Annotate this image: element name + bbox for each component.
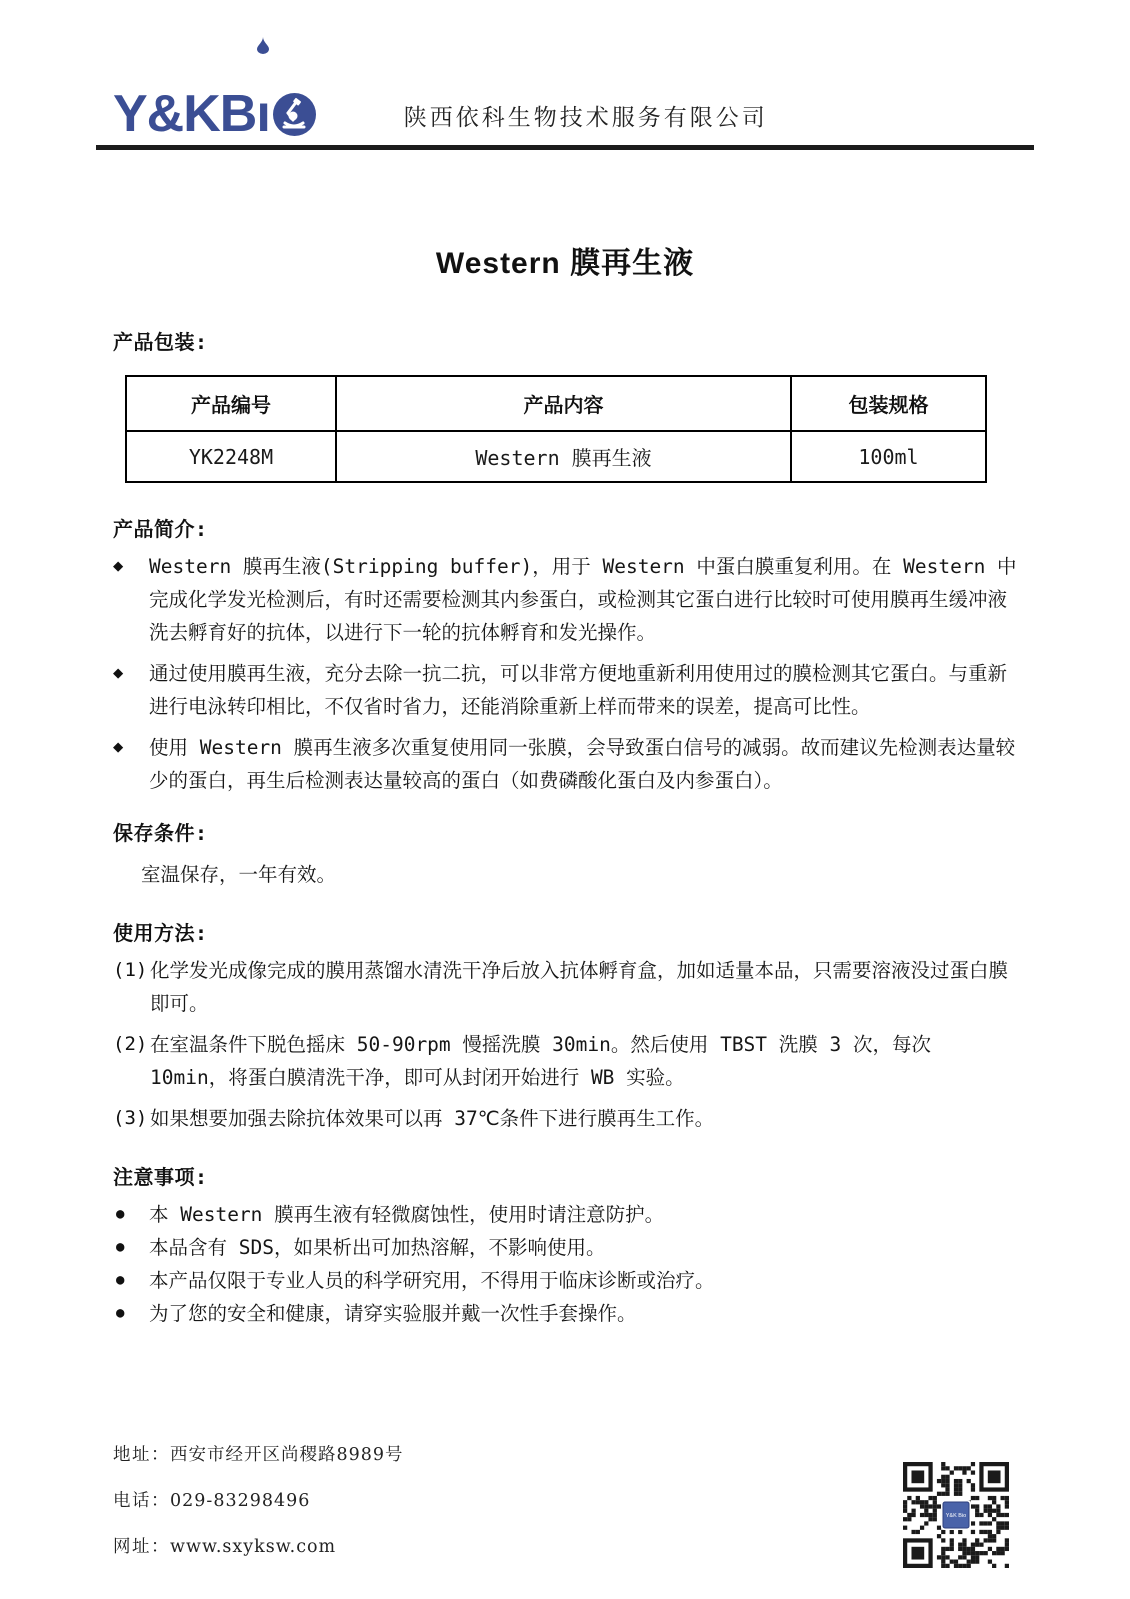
step-number: (2) xyxy=(113,1033,148,1055)
cell-product-code: YK2248M xyxy=(126,431,336,482)
company-name: 陕西依科生物技术服务有限公司 xyxy=(403,105,768,131)
page-header xyxy=(113,0,1017,150)
note-item-text: 本品含有 SDS，如果析出可加热溶解，不影响使用。 xyxy=(149,1236,606,1259)
web-value: www.sxyksw.com xyxy=(170,1537,337,1557)
note-item-text: 本 Western 膜再生液有轻微腐蚀性，使用时请注意防护。 xyxy=(149,1203,665,1226)
logo-wordmark: Y&KB xyxy=(113,85,257,144)
water-drop-icon xyxy=(257,37,269,54)
microscope-icon xyxy=(273,93,316,136)
footer-address-line xyxy=(113,1441,404,1466)
diamond-bullet-icon: ◆ xyxy=(113,663,124,683)
section-heading-packaging: 产品包装: xyxy=(113,330,208,354)
note-item-text: 为了您的安全和健康，请穿实验服并戴一次性手套操作。 xyxy=(149,1302,637,1325)
footer-phone-line xyxy=(113,1487,404,1512)
footer-web-line xyxy=(113,1533,404,1558)
diamond-bullet-icon: ◆ xyxy=(113,556,124,576)
list-item xyxy=(113,1102,1017,1135)
table-row xyxy=(126,431,986,482)
section-heading-notes: 注意事项: xyxy=(113,1165,208,1189)
step-number: (3) xyxy=(113,1107,148,1129)
intro-item-text: 通过使用膜再生液，充分去除一抗二抗，可以非常方便地重新利用使用过的膜检测其它蛋白。与重新进行电泳转印相比，不仅省时省力，还能消除重新上样而带来的误差，提高可比性。 xyxy=(149,662,1008,718)
address-value: 西安市经开区尚稷路8989号 xyxy=(170,1445,404,1465)
list-item xyxy=(113,731,1017,797)
cell-product-content: Western 膜再生液 xyxy=(336,431,791,482)
intro-item-text: Western 膜再生液(Stripping buffer)，用于 Western 中蛋白膜重复利用。在 Western 中完成化学发光检测后，有时还需要检测其内参蛋白，或检测其它蛋白进行比较时可使用膜再生缓冲液洗去孵育好的抗体，以进行下一轮的抗体孵育和发光操作。 xyxy=(149,555,1017,644)
intro-list xyxy=(113,550,1017,797)
list-item xyxy=(113,954,1017,1020)
company-logo xyxy=(113,85,316,144)
web-label: 网址： xyxy=(113,1537,170,1557)
qr-code xyxy=(903,1462,1009,1568)
col-header-product-code: 产品编号 xyxy=(126,376,336,431)
page-footer xyxy=(113,1441,404,1579)
intro-item-text: 使用 Western 膜再生液多次重复使用同一张膜，会导致蛋白信号的减弱。故而建议先检测表达量较少的蛋白，再生后检测表达量较高的蛋白（如费磷酸化蛋白及内参蛋白）。 xyxy=(149,736,1016,792)
list-item xyxy=(113,1231,1017,1264)
section-heading-storage: 保存条件: xyxy=(113,821,208,845)
table-header-row xyxy=(126,376,986,431)
step-number: (1) xyxy=(113,959,148,981)
logo-letter-i: ı xyxy=(256,85,270,144)
circle-bullet-icon: ● xyxy=(116,1206,125,1222)
cell-pack-spec: 100ml xyxy=(791,431,986,482)
address-label: 地址： xyxy=(113,1445,170,1465)
circle-bullet-icon: ● xyxy=(116,1239,125,1255)
page-title: Western 膜再生液 xyxy=(435,247,695,280)
circle-bullet-icon: ● xyxy=(116,1272,125,1288)
circle-bullet-icon: ● xyxy=(116,1305,125,1321)
list-item xyxy=(113,1264,1017,1297)
list-item xyxy=(113,550,1017,649)
usage-step-text: 化学发光成像完成的膜用蒸馏水清洗干净后放入抗体孵育盒，加如适量本品，只需要溶液没过蛋白膜即可。 xyxy=(150,959,1009,1015)
note-item-text: 本产品仅限于专业人员的科学研究用，不得用于临床诊断或治疗。 xyxy=(149,1269,715,1292)
col-header-product-content: 产品内容 xyxy=(336,376,791,431)
diamond-bullet-icon: ◆ xyxy=(113,737,124,757)
usage-step-text: 如果想要加强去除抗体效果可以再 37℃条件下进行膜再生工作。 xyxy=(150,1107,715,1130)
qr-center-label: Y&K Bio xyxy=(945,1513,967,1519)
phone-label: 电话： xyxy=(113,1491,170,1511)
list-item xyxy=(113,1198,1017,1231)
phone-value: 029-83298496 xyxy=(170,1491,311,1511)
storage-text: 室温保存，一年有效。 xyxy=(141,863,337,886)
list-item xyxy=(113,1028,1017,1094)
header-divider xyxy=(96,145,1034,150)
col-header-pack-spec: 包装规格 xyxy=(791,376,986,431)
list-item xyxy=(113,657,1017,723)
usage-step-text: 在室温条件下脱色摇床 50-90rpm 慢摇洗膜 30min。然后使用 TBST 洗膜 3 次，每次 10min，将蛋白膜清洗干净，即可从封闭开始进行 WB 实验。 xyxy=(150,1033,932,1089)
usage-list xyxy=(113,954,1017,1135)
packaging-table xyxy=(125,375,987,483)
list-item xyxy=(113,1297,1017,1330)
notes-list xyxy=(113,1198,1017,1330)
section-heading-usage: 使用方法: xyxy=(113,921,208,945)
section-heading-intro: 产品简介: xyxy=(113,517,208,541)
